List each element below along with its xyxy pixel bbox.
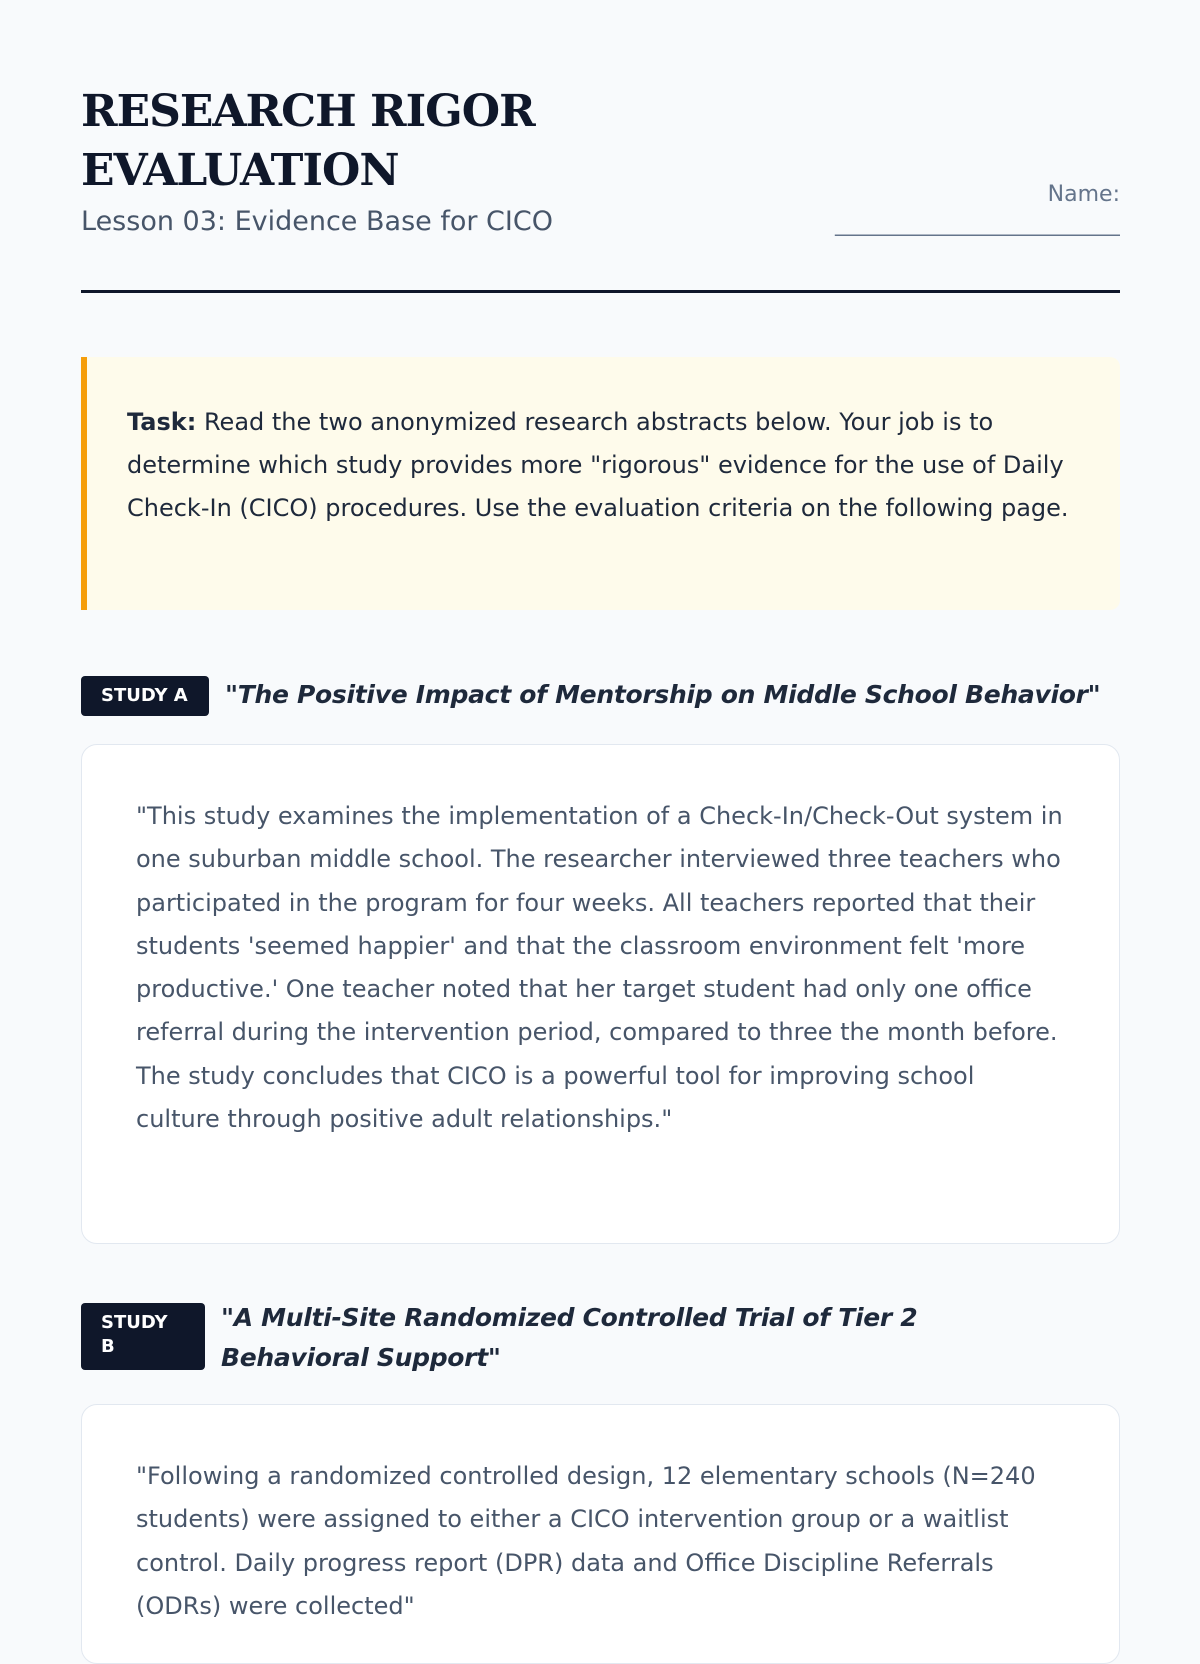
study-b-heading xyxy=(81,1303,1061,1378)
study-b-abstract: "Following a randomized controlled design, 12 elementary schools (N=240 students) were assigned to either a CICO intervention group or a waitlist control. Daily progress report (DPR) data and Office Discipline Referrals (ODRs) were collected" xyxy=(136,1462,1036,1620)
study-b-title: "A Multi-Site Randomized Controlled Trial of Tier 2 Behavioral Support" xyxy=(221,1303,918,1372)
study-a-abstract-card xyxy=(81,744,1120,1244)
worksheet-header xyxy=(81,0,1120,293)
study-a-title: "The Positive Impact of Mentorship on Middle School Behavior" xyxy=(225,680,1101,709)
name-field-line: ______________________________ xyxy=(835,212,1120,236)
task-text: Read the two anonymized research abstracts below. Your job is to determine which study provides more "rigorous" evidence for the use of Daily Check-In (CICO) procedures. Use the evaluation criteria on the following page. xyxy=(127,408,1069,522)
study-a-heading xyxy=(81,676,1105,716)
page-title: RESEARCH RIGOR EVALUATION xyxy=(81,86,535,196)
study-a-badge: STUDY A xyxy=(81,676,209,716)
worksheet-page xyxy=(81,0,1120,1620)
study-b-badge: STUDY B xyxy=(81,1303,205,1370)
task-label: Task: xyxy=(127,408,197,436)
name-label: Name: xyxy=(1047,182,1120,207)
study-a-abstract: "This study examines the implementation of a Check-In/Check-Out system in one suburban middle school. The researcher interviewed three teachers who participated in the program for four weeks. All teachers reported that their students 'seemed happier' and that the classroom environment felt 'more productive.' One teacher noted that her target student had only one office referral during the intervention period, compared to three the month before. The study concludes that CICO is a powerful tool for improving school culture through positive adult relationships." xyxy=(136,802,1063,1134)
task-callout xyxy=(81,357,1120,610)
lesson-subtitle: Lesson 03: Evidence Base for CICO xyxy=(81,206,553,237)
study-b-abstract-card xyxy=(81,1404,1120,1664)
